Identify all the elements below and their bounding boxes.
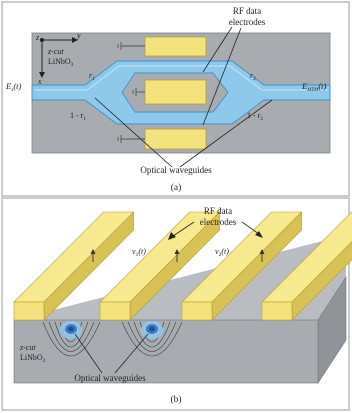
electrode-a-3	[145, 129, 206, 149]
electrode-b-4-front	[262, 302, 292, 320]
axis-y-label: y	[77, 31, 81, 40]
electrode-a-1	[145, 37, 206, 56]
crystal-label-b-line1: z-cut	[20, 343, 36, 352]
rf-label-b-line1: RF data	[203, 206, 233, 216]
caption-a: (a)	[170, 183, 182, 193]
rf-label-b-line2: electrodes	[199, 217, 237, 227]
panel-a	[2, 2, 349, 196]
optical-mode-2	[141, 321, 163, 339]
caption-b: (b)	[170, 395, 182, 405]
electrode-b-3-front	[182, 302, 212, 320]
rf-label-a-line1: RF data	[232, 6, 262, 16]
substrate-front-face	[14, 320, 318, 383]
axis-z-label: z	[36, 33, 40, 42]
axis-x-label: x	[38, 77, 42, 86]
electrode-a-2	[145, 80, 206, 104]
rf-label-a-line2: electrodes	[228, 17, 266, 27]
crystal-label-line2: LiNbO$_3$	[48, 57, 74, 68]
voltage-v2-label: $v_2(t)$	[215, 247, 229, 258]
r1-label: $r_1$	[89, 71, 95, 82]
waveguide-label-a: Optical waveguides	[140, 165, 212, 175]
output-field-label: $E_{MZM}(t)$	[302, 81, 327, 93]
one-minus-r2-label: $1 - r_2$	[247, 111, 264, 122]
waveguide-label-b: Optical waveguides	[74, 373, 146, 383]
electrode-b-1-front	[14, 302, 44, 320]
voltage-v1-label: $v_1(t)$	[132, 247, 146, 258]
crystal-label-b-line2: LiNbO$_3$	[20, 353, 46, 364]
r2-label: $r_2$	[250, 71, 256, 82]
one-minus-r1-label: $1 - r_1$	[70, 111, 87, 122]
input-field-label: $E_s(t)$	[6, 81, 22, 93]
panel-b	[2, 198, 352, 410]
optical-mode-1	[60, 321, 82, 339]
crystal-label-line1: z-cut	[48, 47, 64, 56]
electrode-b-2-front	[100, 302, 130, 320]
